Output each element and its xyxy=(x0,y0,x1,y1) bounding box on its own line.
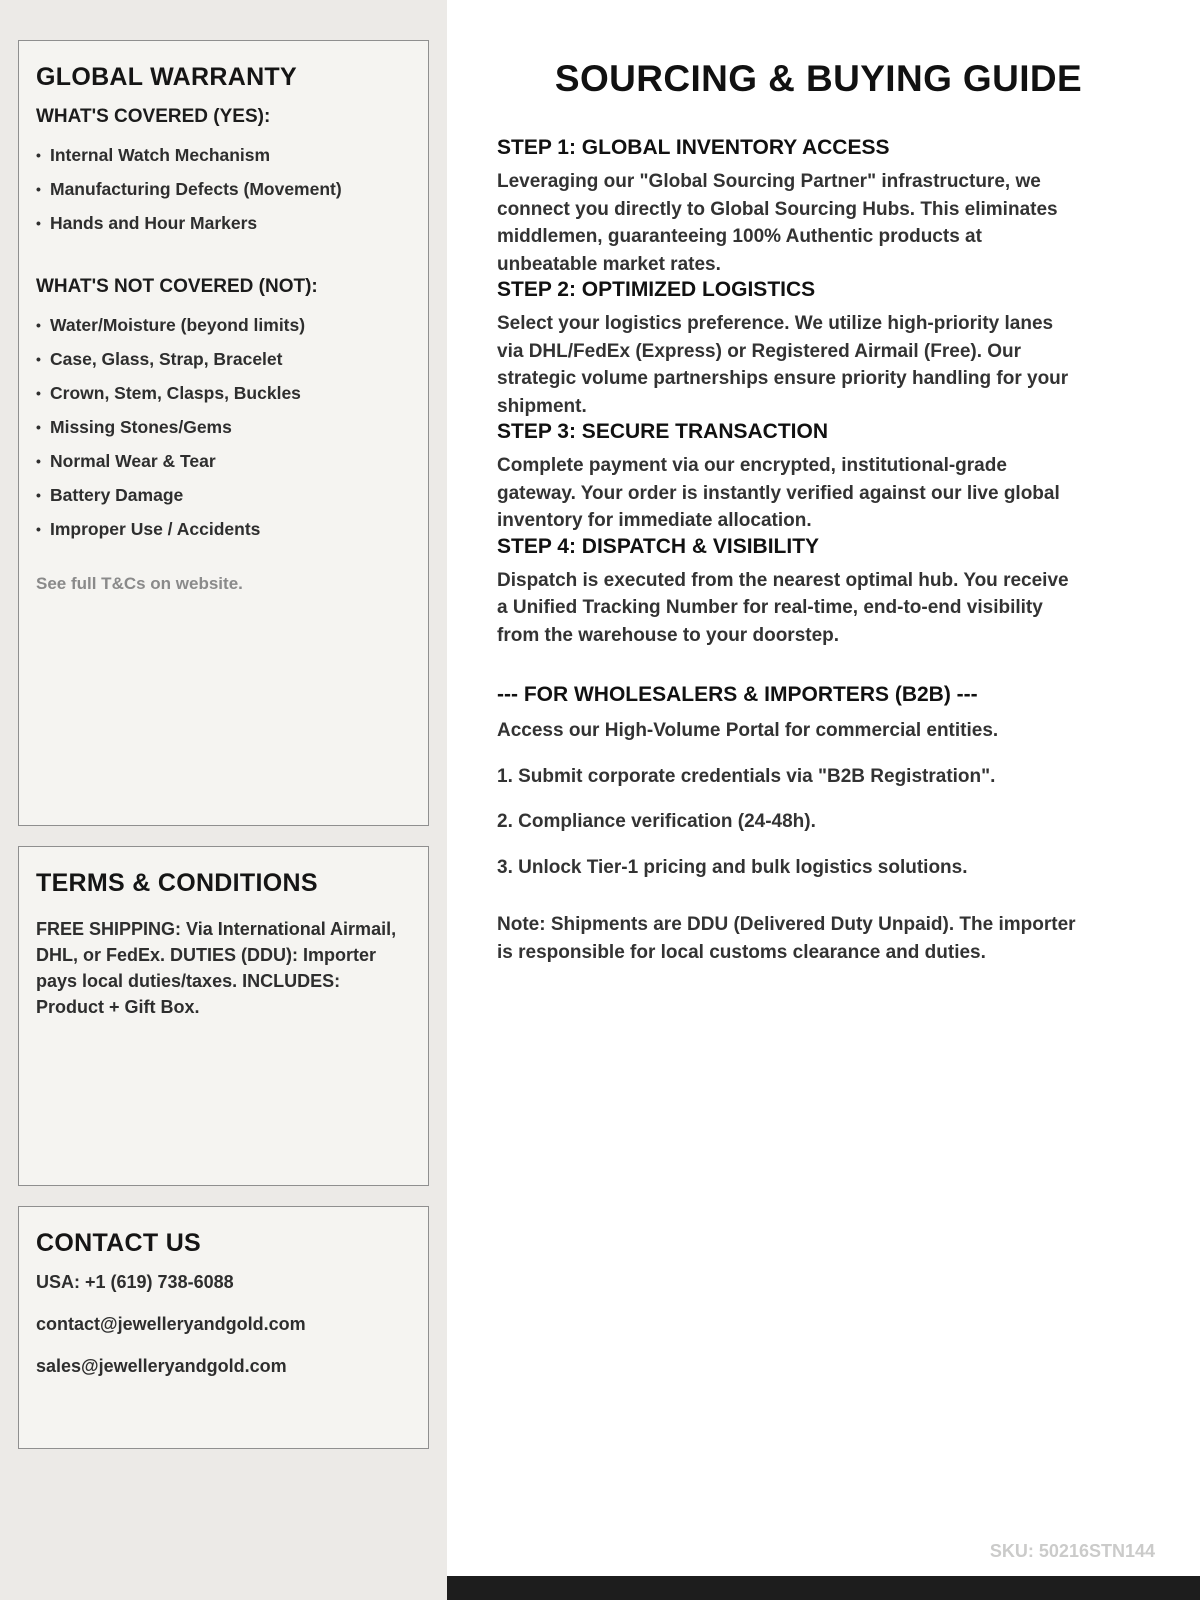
step-1-section xyxy=(497,136,1140,278)
warranty-covered-heading: WHAT'S COVERED (YES): xyxy=(36,106,271,127)
warranty-not-covered-heading: WHAT'S NOT COVERED (NOT): xyxy=(36,276,318,297)
bottom-bar xyxy=(447,1576,1200,1600)
list-item: • Water/Moisture (beyond limits) xyxy=(36,308,411,342)
list-item: • Hands and Hour Markers xyxy=(36,206,411,240)
step-2-section xyxy=(497,278,1140,420)
contact-box xyxy=(18,1206,429,1449)
warranty-covered-list xyxy=(36,138,411,240)
step-4-body: Dispatch is executed from the nearest optimal hub. You receive a Unified Tracking Number for real-time, end-to-end visibility from the warehouse to your doorstep. xyxy=(497,569,1069,646)
terms-title: TERMS & CONDITIONS xyxy=(36,869,318,897)
warranty-footnote: See full T&Cs on website. xyxy=(36,574,243,593)
list-item: • Manufacturing Defects (Movement) xyxy=(36,172,411,206)
contact-email-sales: sales@jewelleryandgold.com xyxy=(36,1356,287,1376)
b2b-section xyxy=(497,683,1140,966)
step-3-section xyxy=(497,420,1140,535)
contact-phone: USA: +1 (619) 738-6088 xyxy=(36,1272,234,1292)
list-item: • Missing Stones/Gems xyxy=(36,410,411,444)
b2b-item-3: 3. Unlock Tier-1 pricing and bulk logistics solutions. xyxy=(497,856,968,878)
b2b-item-1: 1. Submit corporate credentials via "B2B Registration". xyxy=(497,765,996,787)
step-2-body: Select your logistics preference. We utilize high-priority lanes via DHL/FedEx (Express) or Registered Airmail (Free). Our strategic volume partnerships ensure priority handling for your shipment. xyxy=(497,313,1069,417)
step-4-heading: STEP 4: DISPATCH & VISIBILITY xyxy=(497,534,820,558)
step-2-heading: STEP 2: OPTIMIZED LOGISTICS xyxy=(497,278,816,301)
contact-title: CONTACT US xyxy=(36,1229,202,1257)
b2b-heading: --- FOR WHOLESALERS & IMPORTERS (B2B) --- xyxy=(497,683,978,706)
step-1-heading: STEP 1: GLOBAL INVENTORY ACCESS xyxy=(497,136,890,159)
step-3-heading: STEP 3: SECURE TRANSACTION xyxy=(497,420,828,443)
sku-label: SKU: 50216STN144 xyxy=(989,1541,1155,1561)
sidebar xyxy=(0,0,447,1600)
terms-body: FREE SHIPPING: Via International Airmail, DHL, or FedEx. DUTIES (DDU): Importer pays local duties/taxes. INCLUDES: Product + Gift Box. xyxy=(36,919,397,1017)
b2b-intro: Access our High-Volume Portal for commercial entities. xyxy=(497,720,999,741)
list-item: • Internal Watch Mechanism xyxy=(36,138,411,172)
b2b-item-2: 2. Compliance verification (24-48h). xyxy=(497,811,816,832)
terms-box xyxy=(18,846,429,1186)
step-1-body: Leveraging our "Global Sourcing Partner" infrastructure, we connect you directly to Global Sourcing Hubs. This eliminates middlemen, guaranteeing 100% Authentic products at unbeatable market rates. xyxy=(497,171,1058,275)
list-item: • Battery Damage xyxy=(36,478,411,512)
page-title: SOURCING & BUYING GUIDE xyxy=(554,58,1083,99)
main-content xyxy=(447,0,1200,1600)
list-item: • Improper Use / Accidents xyxy=(36,512,411,546)
warranty-title: GLOBAL WARRANTY xyxy=(36,63,297,91)
warranty-box xyxy=(18,40,429,826)
warranty-not-covered-list xyxy=(36,308,411,546)
list-item: • Case, Glass, Strap, Bracelet xyxy=(36,342,411,376)
b2b-note: Note: Shipments are DDU (Delivered Duty Unpaid). The importer is responsible for local customs clearance and duties. xyxy=(497,914,1076,963)
step-3-body: Complete payment via our encrypted, institutional-grade gateway. Your order is instantly verified against our live global inventory for immediate allocation. xyxy=(497,455,1060,531)
list-item: • Normal Wear & Tear xyxy=(36,444,411,478)
list-item: • Crown, Stem, Clasps, Buckles xyxy=(36,376,411,410)
step-4-section xyxy=(497,535,1140,650)
contact-email-primary: contact@jewelleryandgold.com xyxy=(36,1314,306,1334)
